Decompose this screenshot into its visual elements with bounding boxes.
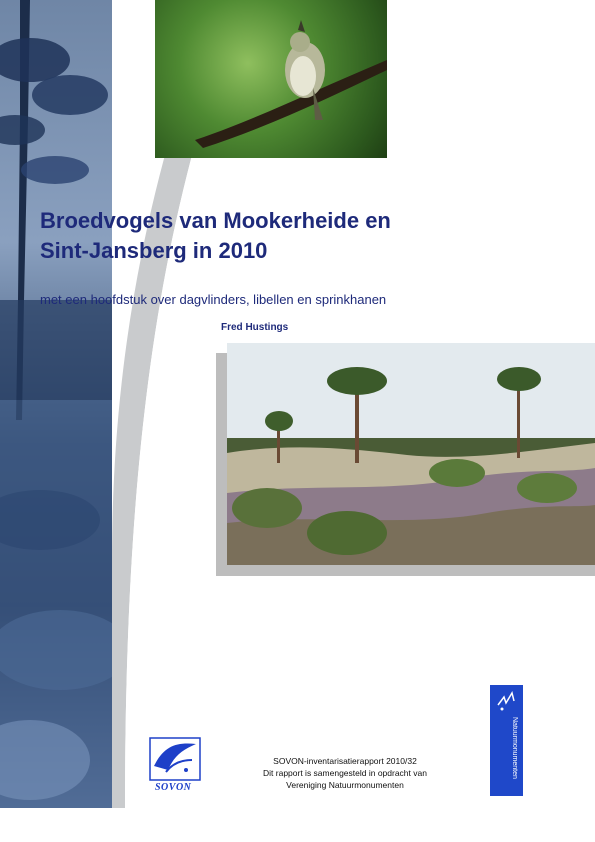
report-subtitle: met een hoofdstuk over dagvlinders, libellen en sprinkhanen — [40, 292, 387, 307]
commission-text: Dit rapport is samengesteld in opdracht van — [263, 768, 427, 778]
report-number: SOVON-inventarisatierapport 2010/32 — [273, 756, 417, 766]
heathland-photo — [227, 343, 595, 565]
report-title — [40, 206, 460, 266]
natuurmonumenten-bird-icon — [490, 685, 523, 715]
author-name: Fred Hustings — [221, 322, 289, 333]
heathland-landscape-illustration — [227, 343, 595, 565]
photo-shadow-bottom — [216, 565, 595, 576]
natuurmonumenten-logo-text: Natuurmonumenten — [511, 717, 518, 779]
natuurmonumenten-logo — [490, 685, 523, 796]
client-name: Vereniging Natuurmonumenten — [286, 780, 404, 790]
bird-photo — [155, 0, 387, 158]
title-line-2: Sint-Jansberg in 2010 — [40, 238, 268, 263]
bird-on-branch-illustration — [155, 0, 387, 158]
sovon-logo-text: SOVON — [155, 782, 192, 793]
title-line-1: Broedvogels van Mookerheide en — [40, 208, 391, 233]
report-info — [240, 755, 450, 791]
